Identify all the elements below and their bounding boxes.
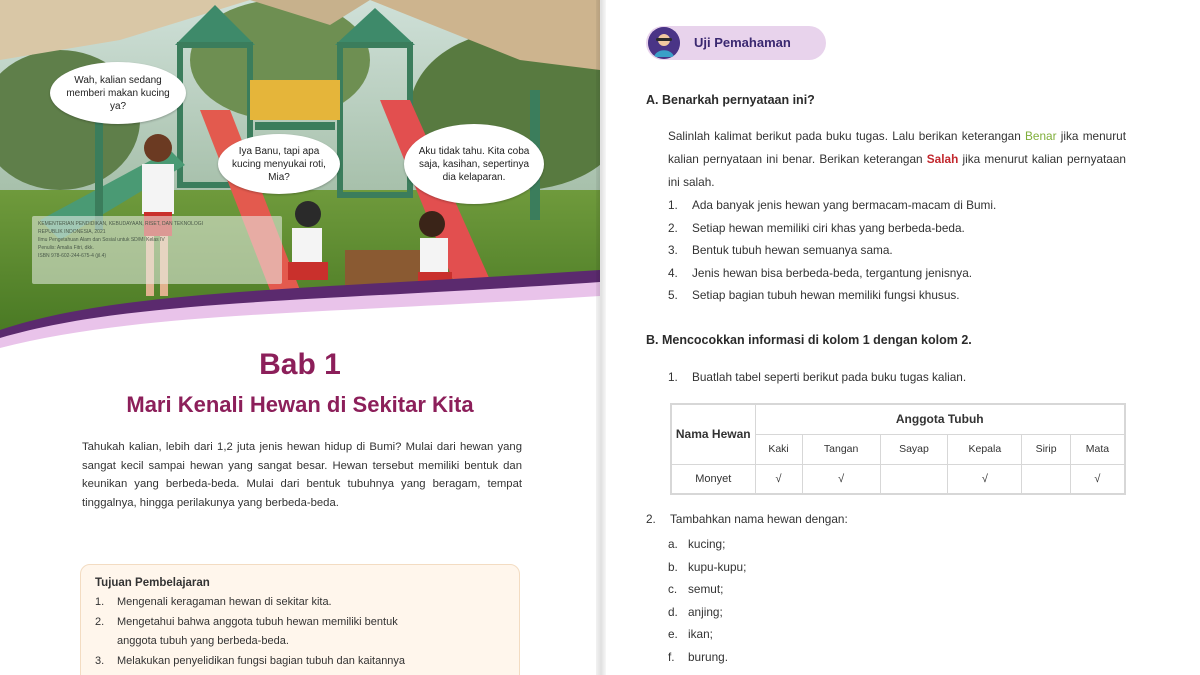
imprint-line: REPUBLIK INDONESIA, 2021 <box>38 229 106 235</box>
list-item <box>95 613 505 633</box>
objectives-list <box>95 593 505 671</box>
list-item <box>95 593 505 613</box>
instruction-text: Salinlah kalimat berikut pada buku tugas. Lalu berikan keterangan <box>668 129 1026 143</box>
item-text: Ada banyak jenis hewan yang bermacam-macam di Bumi. <box>692 198 997 212</box>
item-number: 1. <box>95 596 105 608</box>
item-number <box>95 632 117 652</box>
item-number: 1. <box>668 370 678 384</box>
table-cell-mark: √ <box>948 464 1022 494</box>
item-text: anjing; <box>688 604 723 619</box>
item-text: semut; <box>688 582 724 596</box>
item-text: ikan; <box>688 627 713 641</box>
list-item <box>95 632 505 652</box>
item-number: 2. <box>95 615 105 628</box>
salah-keyword: Salah <box>926 152 959 166</box>
item-number: 5. <box>668 288 678 302</box>
list-item <box>668 578 746 601</box>
decorative-wave <box>0 270 600 360</box>
item-letter: c. <box>668 582 678 596</box>
item-text: Tambahkan nama hewan dengan: <box>670 512 848 526</box>
imprint-line: KEMENTERIAN PENDIDIKAN, KEBUDAYAAN, RISET, DAN TEKNOLOGI <box>38 221 204 227</box>
book-spine-shadow <box>596 0 606 675</box>
imprint-line: ISBN 978-602-244-675-4 (jil.4) <box>38 253 107 259</box>
speech-bubble-banu: Wah, kalian sedang memberi makan kucing ya? <box>50 62 186 124</box>
item-letter: d. <box>668 604 678 619</box>
imprint-line: Ilmu Pengetahuan Alam dan Sosial untuk SD/MI Kelas IV <box>38 237 165 243</box>
item-text: kucing; <box>688 537 726 551</box>
objectives-title: Tujuan Pembelajaran <box>95 577 210 589</box>
item-text: anggota tubuh yang berbeda-beda. <box>117 635 289 647</box>
item-number: 3. <box>668 243 678 257</box>
list-item <box>668 239 1138 262</box>
table-column-header: Kepala <box>948 434 1022 464</box>
list-item <box>668 217 1138 240</box>
item-text: kupu-kupu; <box>688 559 747 574</box>
item-number: 4. <box>668 265 678 280</box>
table-column-header: Mata <box>1070 434 1125 464</box>
list-item <box>668 601 746 624</box>
table-column-header: Kaki <box>755 434 802 464</box>
item-number: 1. <box>668 198 678 212</box>
item-text: Jenis hewan bisa berbeda-beda, tergantung jenisnya. <box>692 265 973 280</box>
item-letter: b. <box>668 559 678 574</box>
section-b-step-2 <box>646 512 848 526</box>
table-column-header: Tangan <box>802 434 880 464</box>
instruction-text: jika menurut kalian pernyataan ini salah. <box>668 152 1126 189</box>
speech-bubble-mia-friend: Iya Banu, tapi apa kucing menyukai roti, Mia? <box>218 134 340 194</box>
section-b-heading: B. Mencocokkan informasi di kolom 1 dengan kolom 2. <box>646 333 972 347</box>
item-text: Setiap bagian tubuh hewan memiliki fungsi khusus. <box>692 288 960 302</box>
statement-list <box>668 194 1138 307</box>
table-row <box>671 464 1125 494</box>
chapter-number: Bab 1 <box>259 348 341 381</box>
item-number: 3. <box>95 654 105 667</box>
table-cell-mark <box>880 464 948 494</box>
table-cell-animal: Monyet <box>671 464 755 494</box>
list-item <box>668 262 1138 285</box>
table-cell-mark: √ <box>802 464 880 494</box>
learning-objectives-box <box>80 564 520 675</box>
benar-keyword: Benar <box>1025 129 1057 143</box>
item-text: Setiap hewan memiliki ciri khas yang berbeda-beda. <box>692 220 965 235</box>
section-a-heading: A. Benarkah pernyataan ini? <box>646 93 815 107</box>
list-item <box>668 556 746 579</box>
body-parts-table <box>670 403 1126 495</box>
imprint-line: Penulis: Amalia Fitri, dkk. <box>38 245 94 251</box>
table-header-animal-name: Nama Hewan <box>671 404 755 464</box>
section-b-step-1 <box>668 370 966 384</box>
item-letter: a. <box>668 537 678 551</box>
list-item <box>668 194 1138 217</box>
table-column-header: Sayap <box>880 434 948 464</box>
item-text: Bentuk tubuh hewan semuanya sama. <box>692 243 893 257</box>
item-text: burung. <box>688 649 729 664</box>
item-number: 2. <box>646 512 656 526</box>
list-item <box>668 646 746 669</box>
item-text: Mengetahui bahwa anggota tubuh hewan memiliki bentuk <box>117 615 398 628</box>
student-icon <box>648 27 680 59</box>
section-pill-label: Uji Pemahaman <box>694 35 791 50</box>
chapter-title: Mari Kenali Hewan di Sekitar Kita <box>126 392 474 417</box>
table-cell-mark: √ <box>1070 464 1125 494</box>
table-cell-mark <box>1022 464 1070 494</box>
chapter-intro-paragraph: Tahukah kalian, lebih dari 1,2 juta jenis hewan hidup di Bumi? Mulai dari hewan yang sangat kecil sampai hewan yang sangat besar. Hewan tersebut memiliki bentuk dan keunikan yang berbeda-beda. Mulai dari bentuk tubuhnya yang beragam, tempat tinggalnya, hingga perilakunya yang berbeda-beda. <box>82 441 522 509</box>
item-letter: f. <box>668 649 675 664</box>
table-header-body-parts: Anggota Tubuh <box>755 404 1125 434</box>
list-item <box>668 284 1138 307</box>
table-column-header: Sirip <box>1022 434 1070 464</box>
instruction-text: jika menurut kalian pernyataan ini benar. Berikan keterangan <box>668 129 1126 166</box>
item-text: Buatlah tabel seperti berikut pada buku tugas kalian. <box>692 370 967 384</box>
section-a-instructions <box>668 125 1126 194</box>
list-item <box>668 533 746 556</box>
speech-bubble-mia: Aku tidak tahu. Kita coba saja, kasihan, sepertinya dia kelaparan. <box>404 124 544 204</box>
list-item <box>668 623 746 646</box>
item-number: 2. <box>668 220 678 235</box>
list-item <box>95 652 505 672</box>
animal-list <box>668 533 746 668</box>
item-text: Mengenali keragaman hewan di sekitar kita. <box>117 596 332 608</box>
table-cell-mark: √ <box>755 464 802 494</box>
item-text: Melakukan penyelidikan fungsi bagian tubuh dan kaitannya <box>117 654 406 667</box>
item-letter: e. <box>668 627 678 641</box>
